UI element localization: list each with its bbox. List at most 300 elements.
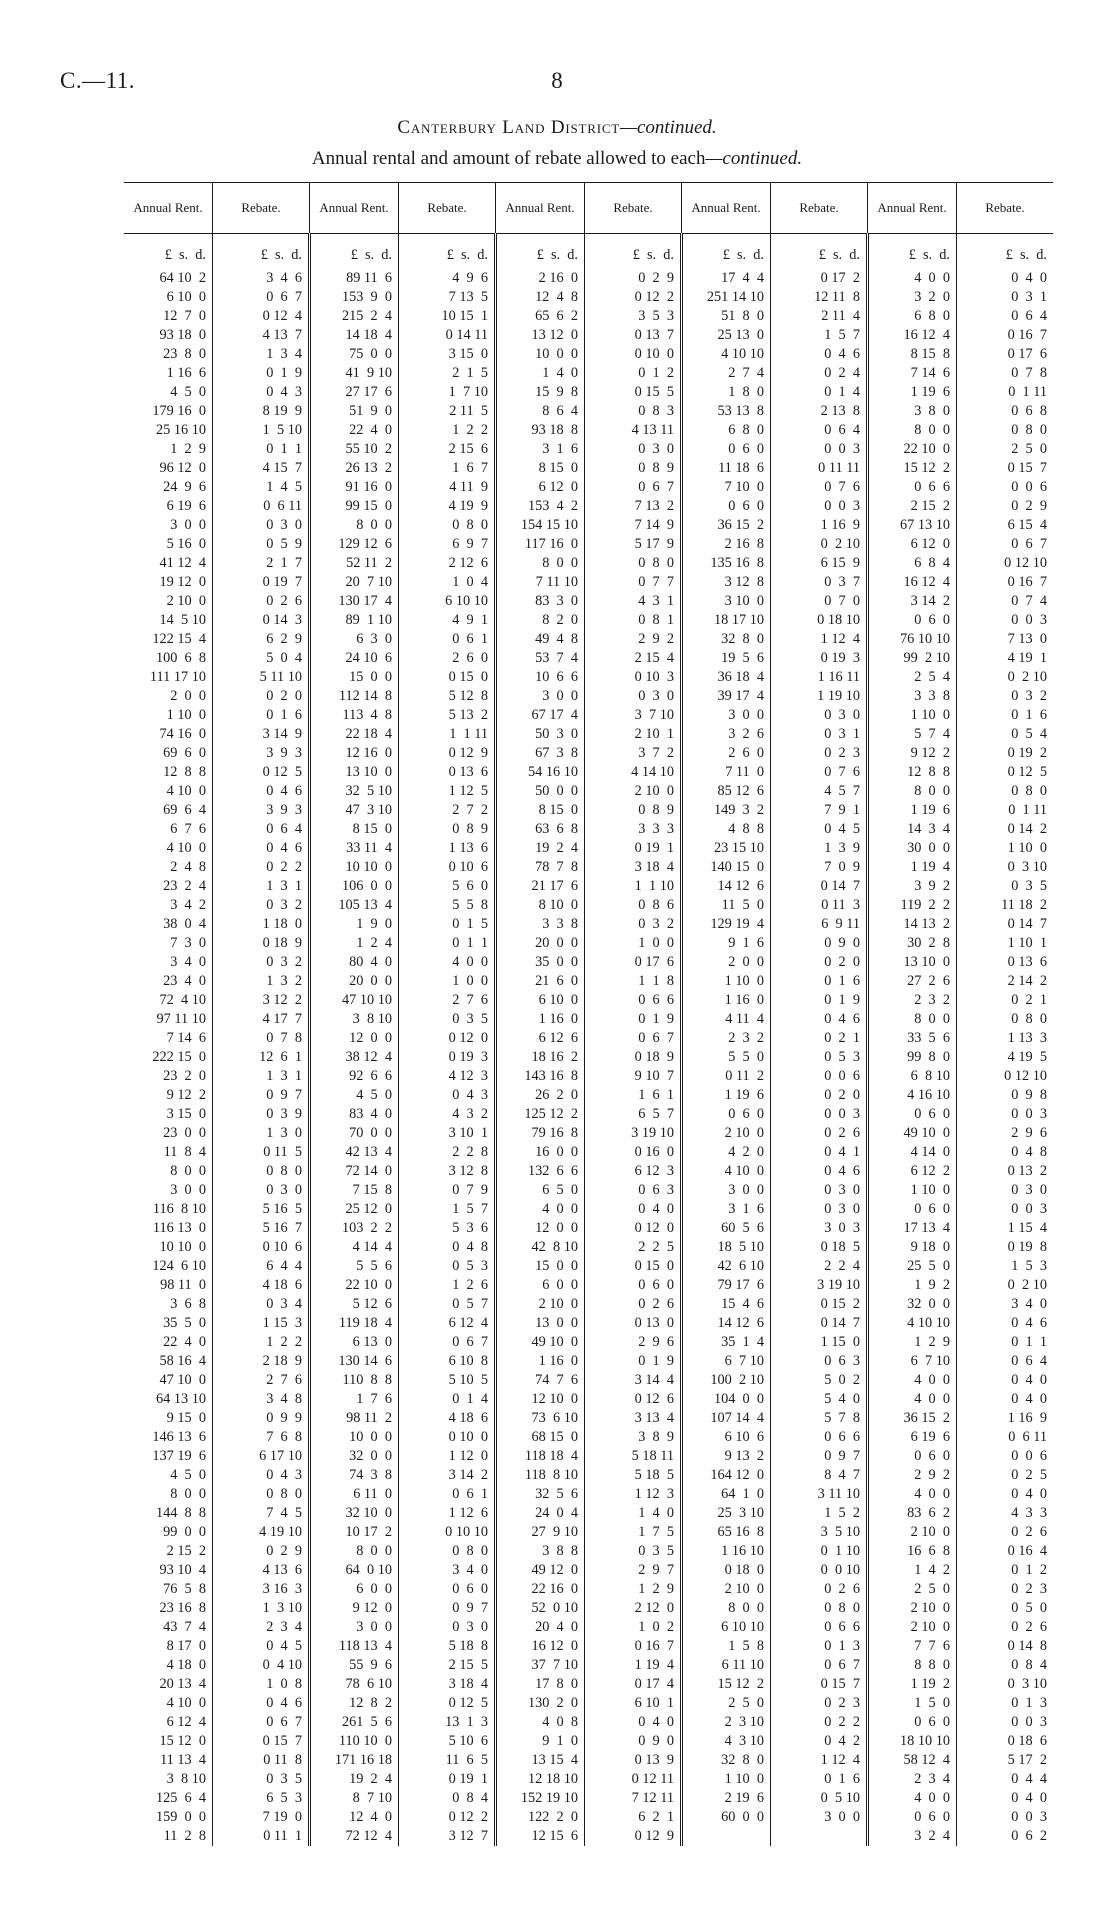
rebate-value: 7 13 0 bbox=[1007, 631, 1047, 647]
rebate-value: 3 0 0 bbox=[824, 1809, 860, 1825]
rebate-value: 0 8 4 bbox=[452, 1790, 488, 1806]
rent-value: 47 10 10 bbox=[341, 992, 392, 1008]
rebate-value: 0 16 0 bbox=[634, 1144, 674, 1160]
rent-value: 2 15 2 bbox=[166, 1543, 206, 1559]
rent-value: 6 12 0 bbox=[910, 536, 950, 552]
rent-value: 7 10 0 bbox=[724, 479, 764, 495]
rent-value: 215 2 4 bbox=[341, 308, 392, 324]
rent-value: 68 15 0 bbox=[531, 1429, 578, 1445]
rebate-value: 0 12 2 bbox=[634, 289, 674, 305]
rebate-value: 0 0 3 bbox=[824, 441, 860, 457]
rebate-value: 0 10 6 bbox=[448, 859, 488, 875]
rebate-value: 0 3 5 bbox=[452, 1011, 488, 1027]
rebate-value: 0 4 8 bbox=[1011, 1144, 1047, 1160]
rent-value: 0 6 0 bbox=[914, 1714, 950, 1730]
rebate-value: 7 13 5 bbox=[448, 289, 488, 305]
rebate-value: 0 4 2 bbox=[824, 1733, 860, 1749]
rebate-value: 0 7 6 bbox=[824, 764, 860, 780]
rebate-value: 0 2 10 bbox=[1007, 1277, 1047, 1293]
rebate-value: 0 17 4 bbox=[634, 1676, 674, 1692]
rent-value: 1 16 0 bbox=[724, 992, 764, 1008]
rent-value: 89 11 6 bbox=[346, 270, 392, 286]
rent-value: 135 16 8 bbox=[710, 555, 764, 571]
rebate-value: 0 0 3 bbox=[1011, 1106, 1047, 1122]
rebate-value: 0 4 3 bbox=[452, 1087, 488, 1103]
rebate-value: 4 5 7 bbox=[824, 783, 860, 799]
rent-value: 12 4 8 bbox=[535, 289, 578, 305]
rent-value: 24 0 4 bbox=[535, 1505, 578, 1521]
rent-value: 17 8 0 bbox=[535, 1676, 578, 1692]
rebate-value: 0 11 3 bbox=[821, 897, 860, 913]
rent-value: 130 2 0 bbox=[527, 1695, 578, 1711]
rent-value: 143 16 8 bbox=[524, 1068, 578, 1084]
rent-value: 1 8 0 bbox=[728, 384, 764, 400]
rent-value: 8 2 0 bbox=[542, 612, 578, 628]
rebate-value: 0 8 0 bbox=[824, 1600, 860, 1616]
rebate-value: 1 15 4 bbox=[1007, 1220, 1047, 1236]
rebate-value: 4 15 7 bbox=[262, 460, 302, 476]
rent-value: 16 12 4 bbox=[903, 327, 950, 343]
rebate-value: 0 2 3 bbox=[1011, 1581, 1047, 1597]
rent-value: 2 5 0 bbox=[914, 1581, 950, 1597]
rent-value: 5 16 0 bbox=[166, 536, 206, 552]
rent-value: 79 16 8 bbox=[531, 1125, 578, 1141]
rebate-value: 0 4 3 bbox=[266, 384, 302, 400]
rent-value: 93 18 8 bbox=[531, 422, 578, 438]
rebate-value: 1 3 1 bbox=[266, 1068, 302, 1084]
rebate-value: 0 4 5 bbox=[266, 1638, 302, 1654]
rebate-value: 0 4 0 bbox=[1011, 270, 1047, 286]
rent-value: 20 4 0 bbox=[535, 1619, 578, 1635]
rent-value: 52 0 10 bbox=[531, 1600, 578, 1616]
rent-value: 8 15 8 bbox=[910, 346, 950, 362]
rent-value: 10 0 0 bbox=[349, 1429, 392, 1445]
rent-value: 122 2 0 bbox=[527, 1809, 578, 1825]
rent-value: 9 13 2 bbox=[724, 1448, 764, 1464]
rent-value: 8 0 0 bbox=[170, 1486, 206, 1502]
rebate-value: 0 6 7 bbox=[266, 289, 302, 305]
rebate-value: 0 9 0 bbox=[824, 935, 860, 951]
rent-value: 1 2 9 bbox=[170, 441, 206, 457]
rent-value: 53 7 4 bbox=[535, 650, 578, 666]
rebate-value: 4 13 6 bbox=[262, 1562, 302, 1578]
rent-value: 10 17 2 bbox=[345, 1524, 392, 1540]
rent-value: 6 10 0 bbox=[538, 992, 578, 1008]
rebate-value: 0 1 9 bbox=[638, 1011, 674, 1027]
rent-value: 4 0 0 bbox=[542, 1201, 578, 1217]
rent-value: 4 5 0 bbox=[356, 1087, 392, 1103]
rebate-value: 5 0 4 bbox=[266, 650, 302, 666]
rent-value: 36 15 2 bbox=[717, 517, 764, 533]
rebate-value: 0 2 2 bbox=[266, 859, 302, 875]
rent-value: 4 11 4 bbox=[725, 1011, 764, 1027]
rent-value: 14 18 4 bbox=[345, 327, 392, 343]
rent-value: 97 11 10 bbox=[156, 1011, 206, 1027]
rent-value: 22 18 4 bbox=[345, 726, 392, 742]
rebate-value: 2 9 6 bbox=[638, 1334, 674, 1350]
rebate-value: 0 13 7 bbox=[634, 327, 674, 343]
rebate-value: 0 12 9 bbox=[448, 745, 488, 761]
rent-value: 64 1 0 bbox=[721, 1486, 764, 1502]
rebate-value: 0 11 1 bbox=[263, 1828, 302, 1844]
currency-unit-label: £ s. d. bbox=[1005, 247, 1047, 263]
rebate-value: 0 19 2 bbox=[1007, 745, 1047, 761]
rebate-value: 1 7 10 bbox=[448, 384, 488, 400]
rent-value: 3 1 6 bbox=[542, 441, 578, 457]
rent-value: 4 5 0 bbox=[170, 384, 206, 400]
rent-value: 3 12 8 bbox=[724, 574, 764, 590]
rebate-value: 1 12 5 bbox=[448, 783, 488, 799]
currency-unit-label: £ s. d. bbox=[350, 247, 392, 263]
rent-value: 35 5 0 bbox=[163, 1315, 206, 1331]
rebate-value: 0 4 6 bbox=[266, 1695, 302, 1711]
rebate-value: 0 7 0 bbox=[824, 593, 860, 609]
rebate-value: 6 9 11 bbox=[821, 916, 860, 932]
rent-value: 0 6 0 bbox=[914, 1809, 950, 1825]
rebate-value: 0 14 11 bbox=[445, 327, 488, 343]
rent-value: 4 0 0 bbox=[914, 1790, 950, 1806]
rebate-value: 0 11 11 bbox=[818, 460, 860, 476]
rent-value: 4 0 0 bbox=[914, 1372, 950, 1388]
rent-value: 58 12 4 bbox=[903, 1752, 950, 1768]
rent-value: 36 15 2 bbox=[903, 1410, 950, 1426]
rent-value: 2 5 4 bbox=[914, 669, 950, 685]
rent-value: 1 19 6 bbox=[910, 802, 950, 818]
rebate-value: 1 1 11 bbox=[449, 726, 488, 742]
rent-value: 19 2 4 bbox=[349, 1771, 392, 1787]
rent-value: 76 5 8 bbox=[163, 1581, 206, 1597]
rebate-value: 3 14 2 bbox=[448, 1467, 488, 1483]
rent-value: 43 7 4 bbox=[163, 1619, 206, 1635]
rebate-value: 0 12 4 bbox=[262, 308, 302, 324]
rebate-value: 0 8 3 bbox=[638, 403, 674, 419]
rent-value: 3 14 2 bbox=[910, 593, 950, 609]
rebate-value: 0 3 5 bbox=[1011, 878, 1047, 894]
rebate-value: 0 3 1 bbox=[1011, 289, 1047, 305]
rebate-value: 0 4 8 bbox=[452, 1239, 488, 1255]
rebate-value: 3 7 2 bbox=[638, 745, 674, 761]
rebate-value: 2 2 5 bbox=[638, 1239, 674, 1255]
rent-value: 32 8 0 bbox=[721, 631, 764, 647]
rebate-value: 0 3 0 bbox=[1011, 1182, 1047, 1198]
rent-value: 1 4 2 bbox=[914, 1562, 950, 1578]
rent-value: 17 4 4 bbox=[721, 270, 764, 286]
rebate-value: 4 14 10 bbox=[631, 764, 674, 780]
rent-value: 15 9 8 bbox=[535, 384, 578, 400]
currency-unit-label: £ s. d. bbox=[818, 247, 860, 263]
rent-value: 2 15 2 bbox=[910, 498, 950, 514]
rent-value: 1 2 4 bbox=[356, 935, 392, 951]
rebate-value: 5 12 8 bbox=[448, 688, 488, 704]
rebate-value: 0 0 3 bbox=[824, 498, 860, 514]
rebate-value: 0 12 11 bbox=[631, 1771, 674, 1787]
rebate-value: 0 6 11 bbox=[263, 498, 302, 514]
rebate-value: 0 6 3 bbox=[824, 1353, 860, 1369]
rent-value: 1 10 0 bbox=[724, 973, 764, 989]
rent-value: 6 0 0 bbox=[542, 1277, 578, 1293]
rent-value: 93 10 4 bbox=[159, 1562, 206, 1578]
rent-value: 27 9 10 bbox=[531, 1524, 578, 1540]
rebate-value: 0 6 11 bbox=[1008, 1429, 1047, 1445]
rent-value: 32 8 0 bbox=[721, 1752, 764, 1768]
rebate-value: 0 8 0 bbox=[1011, 783, 1047, 799]
rent-value: 16 0 0 bbox=[535, 1144, 578, 1160]
rent-value: 32 0 0 bbox=[349, 1448, 392, 1464]
rent-value: 6 5 0 bbox=[542, 1182, 578, 1198]
rebate-value: 0 12 2 bbox=[448, 1809, 488, 1825]
rent-value: 69 6 4 bbox=[163, 802, 206, 818]
rebate-value: 3 11 10 bbox=[817, 1486, 860, 1502]
rebate-value: 0 16 7 bbox=[634, 1638, 674, 1654]
rent-value: 23 2 4 bbox=[163, 878, 206, 894]
rebate-value: 1 1 10 bbox=[634, 878, 674, 894]
rebate-value: 4 13 11 bbox=[631, 422, 674, 438]
rent-value: 42 13 4 bbox=[345, 1144, 392, 1160]
rebate-value: 1 0 8 bbox=[266, 1676, 302, 1692]
rebate-value: 12 11 8 bbox=[814, 289, 860, 305]
rent-value: 20 0 0 bbox=[535, 935, 578, 951]
rent-value: 1 16 10 bbox=[721, 1543, 764, 1559]
rent-value: 6 13 0 bbox=[352, 1334, 392, 1350]
rent-value: 7 7 6 bbox=[914, 1638, 950, 1654]
rebate-value: 0 3 2 bbox=[1011, 688, 1047, 704]
rebate-value: 1 13 6 bbox=[448, 840, 488, 856]
rebate-value: 4 18 6 bbox=[448, 1410, 488, 1426]
rent-value: 26 2 0 bbox=[535, 1087, 578, 1103]
rent-value: 25 12 0 bbox=[345, 1201, 392, 1217]
rebate-value: 0 6 4 bbox=[1011, 308, 1047, 324]
rebate-value: 3 4 0 bbox=[1011, 1296, 1047, 1312]
rebate-column bbox=[399, 234, 496, 1847]
rebate-value: 1 13 3 bbox=[1007, 1030, 1047, 1046]
rebate-value: 1 2 2 bbox=[452, 422, 488, 438]
rent-value: 100 2 10 bbox=[710, 1372, 764, 1388]
rent-value: 99 15 0 bbox=[345, 498, 392, 514]
rebate-value: 0 7 8 bbox=[1011, 365, 1047, 381]
rebate-value: 0 2 1 bbox=[1011, 992, 1047, 1008]
rent-value: 15 0 0 bbox=[349, 669, 392, 685]
rebate-value: 0 3 0 bbox=[266, 517, 302, 533]
rebate-value: 0 8 0 bbox=[1011, 422, 1047, 438]
rent-value: 65 6 2 bbox=[535, 308, 578, 324]
rent-value: 2 16 8 bbox=[724, 536, 764, 552]
rebate-value: 3 8 9 bbox=[638, 1429, 674, 1445]
rebate-value: 5 7 8 bbox=[824, 1410, 860, 1426]
rebate-value: 0 9 0 bbox=[638, 1733, 674, 1749]
rebate-value: 3 4 0 bbox=[452, 1562, 488, 1578]
rent-value: 13 12 0 bbox=[531, 327, 578, 343]
rent-value: 119 18 4 bbox=[338, 1315, 392, 1331]
rebate-value: 1 12 3 bbox=[634, 1486, 674, 1502]
rebate-value: 1 10 1 bbox=[1007, 935, 1047, 951]
rebate-value: 0 15 0 bbox=[634, 1258, 674, 1274]
rent-value: 8 0 0 bbox=[170, 1163, 206, 1179]
rebate-value: 0 6 6 bbox=[638, 992, 674, 1008]
rent-value: 2 0 0 bbox=[728, 954, 764, 970]
rebate-value: 0 12 10 bbox=[1004, 1068, 1047, 1084]
rebate-value: 0 8 0 bbox=[1011, 1011, 1047, 1027]
rent-value: 35 0 0 bbox=[535, 954, 578, 970]
rebate-value: 0 1 4 bbox=[452, 1391, 488, 1407]
rent-value: 4 8 8 bbox=[728, 821, 764, 837]
rent-value: 2 16 0 bbox=[538, 270, 578, 286]
rebate-value: 0 6 7 bbox=[1011, 536, 1047, 552]
rebate-value: 0 3 7 bbox=[824, 574, 860, 590]
rebate-value: 0 14 7 bbox=[820, 878, 860, 894]
rent-value: 78 6 10 bbox=[345, 1676, 392, 1692]
rebate-value: 0 1 1 bbox=[1011, 1334, 1047, 1350]
rebate-value: 0 7 4 bbox=[1011, 593, 1047, 609]
rebate-value: 0 3 0 bbox=[824, 1182, 860, 1198]
rent-value: 118 8 10 bbox=[524, 1467, 578, 1483]
header-annual-rent: Annual Rent. bbox=[496, 183, 585, 234]
rebate-value: 4 19 10 bbox=[259, 1524, 302, 1540]
rent-value: 132 6 6 bbox=[527, 1163, 578, 1179]
rebate-value: 1 5 7 bbox=[452, 1201, 488, 1217]
rent-value: 12 8 8 bbox=[907, 764, 950, 780]
rebate-value: 0 3 4 bbox=[266, 1296, 302, 1312]
rent-value: 64 10 2 bbox=[159, 270, 206, 286]
rebate-value: 2 7 6 bbox=[452, 992, 488, 1008]
header-rebate: Rebate. bbox=[213, 183, 310, 234]
rebate-value: 12 6 1 bbox=[259, 1049, 302, 1065]
rebate-value: 2 10 1 bbox=[634, 726, 674, 742]
rebate-value: 0 10 0 bbox=[448, 1429, 488, 1445]
rebate-value: 0 6 1 bbox=[452, 631, 488, 647]
rebate-value: 0 12 5 bbox=[448, 1695, 488, 1711]
rebate-value: 1 6 7 bbox=[452, 460, 488, 476]
rent-value: 25 13 0 bbox=[717, 327, 764, 343]
rent-value: 80 4 0 bbox=[349, 954, 392, 970]
rent-value: 2 3 2 bbox=[728, 1030, 764, 1046]
rent-value: 8 0 0 bbox=[356, 1543, 392, 1559]
rebate-value: 7 0 9 bbox=[824, 859, 860, 875]
rent-value: 4 14 0 bbox=[910, 1144, 950, 1160]
rent-value: 19 2 4 bbox=[535, 840, 578, 856]
rebate-value: 0 8 1 bbox=[638, 612, 674, 628]
rebate-value: 6 12 3 bbox=[634, 1163, 674, 1179]
rebate-value: 2 12 0 bbox=[634, 1600, 674, 1616]
header-annual-rent: Annual Rent. bbox=[310, 183, 399, 234]
rent-value: 30 0 0 bbox=[907, 840, 950, 856]
rebate-value: 0 15 2 bbox=[820, 1296, 860, 1312]
rent-value: 0 6 0 bbox=[914, 612, 950, 628]
rebate-value: 3 10 1 bbox=[448, 1125, 488, 1141]
rebate-value: 0 2 6 bbox=[266, 593, 302, 609]
rebate-value: 0 7 8 bbox=[266, 1030, 302, 1046]
rebate-value: 0 0 3 bbox=[824, 1106, 860, 1122]
rebate-value: 0 14 3 bbox=[262, 612, 302, 628]
rebate-value: 0 19 7 bbox=[262, 574, 302, 590]
rebate-value: 0 12 0 bbox=[634, 1220, 674, 1236]
rent-value: 21 17 6 bbox=[531, 878, 578, 894]
rebate-value: 0 12 5 bbox=[262, 764, 302, 780]
rebate-value: 0 16 7 bbox=[1007, 574, 1047, 590]
rent-value: 7 15 8 bbox=[352, 1182, 392, 1198]
rebate-value: 0 13 0 bbox=[634, 1315, 674, 1331]
rent-value: 3 0 0 bbox=[542, 688, 578, 704]
rent-value: 23 0 0 bbox=[163, 1125, 206, 1141]
rent-value: 99 0 0 bbox=[163, 1524, 206, 1540]
rebate-value: 10 15 1 bbox=[441, 308, 488, 324]
rent-value: 4 10 0 bbox=[166, 840, 206, 856]
rebate-value: 2 9 7 bbox=[638, 1562, 674, 1578]
rent-value: 125 12 2 bbox=[524, 1106, 578, 1122]
rebate-value: 0 6 4 bbox=[266, 821, 302, 837]
rebate-value: 0 0 6 bbox=[1011, 479, 1047, 495]
rebate-value: 5 13 2 bbox=[448, 707, 488, 723]
rebate-value: 2 5 0 bbox=[1011, 441, 1047, 457]
rent-value: 99 2 10 bbox=[903, 650, 950, 666]
rent-value: 32 10 0 bbox=[345, 1505, 392, 1521]
rebate-value: 0 17 2 bbox=[820, 270, 860, 286]
rebate-value: 3 5 10 bbox=[820, 1524, 860, 1540]
rebate-value: 0 2 6 bbox=[1011, 1619, 1047, 1635]
rent-value: 22 4 0 bbox=[349, 422, 392, 438]
rebate-value: 0 2 6 bbox=[824, 1581, 860, 1597]
rebate-value: 0 4 0 bbox=[1011, 1391, 1047, 1407]
rebate-value: 0 0 10 bbox=[820, 1562, 860, 1578]
rebate-value: 6 15 4 bbox=[1007, 517, 1047, 533]
rent-value: 74 16 0 bbox=[159, 726, 206, 742]
rent-value: 15 12 2 bbox=[903, 460, 950, 476]
rebate-value: 5 5 8 bbox=[452, 897, 488, 913]
rebate-value: 0 1 2 bbox=[1011, 1562, 1047, 1578]
rebate-value: 1 3 1 bbox=[266, 878, 302, 894]
rebate-value: 1 3 0 bbox=[266, 1125, 302, 1141]
rent-value: 0 6 0 bbox=[728, 1106, 764, 1122]
rebate-value: 0 0 3 bbox=[1011, 612, 1047, 628]
rebate-value: 2 9 6 bbox=[1011, 1125, 1047, 1141]
rent-value: 1 5 8 bbox=[728, 1638, 764, 1654]
rent-value: 83 6 2 bbox=[907, 1505, 950, 1521]
rebate-value: 0 1 6 bbox=[1011, 707, 1047, 723]
rebate-value: 0 6 0 bbox=[452, 1581, 488, 1597]
rent-value: 85 12 6 bbox=[717, 783, 764, 799]
rent-value: 6 12 4 bbox=[166, 1714, 206, 1730]
rent-value: 2 3 10 bbox=[724, 1714, 764, 1730]
rent-value: 11 5 0 bbox=[721, 897, 764, 913]
rebate-value: 0 3 0 bbox=[638, 688, 674, 704]
rent-value: 3 10 0 bbox=[724, 593, 764, 609]
rent-value: 8 6 4 bbox=[542, 403, 578, 419]
rebate-value: 2 18 9 bbox=[262, 1353, 302, 1369]
rent-value: 137 19 6 bbox=[152, 1448, 206, 1464]
rebate-value: 0 4 6 bbox=[824, 1163, 860, 1179]
rebate-value: 0 9 7 bbox=[452, 1600, 488, 1616]
rebate-value: 3 5 3 bbox=[638, 308, 674, 324]
rent-value: 98 11 0 bbox=[160, 1277, 206, 1293]
rebate-value: 0 4 3 bbox=[266, 1467, 302, 1483]
rebate-value: 7 12 11 bbox=[631, 1790, 674, 1806]
header-annual-rent: Annual Rent. bbox=[124, 183, 213, 234]
rebate-value: 5 18 11 bbox=[631, 1448, 674, 1464]
rent-value: 4 16 10 bbox=[907, 1087, 950, 1103]
rebate-value: 0 6 6 bbox=[824, 1619, 860, 1635]
rent-value: 1 10 0 bbox=[910, 707, 950, 723]
rent-value: 72 12 4 bbox=[345, 1828, 392, 1844]
rent-value: 8 15 0 bbox=[538, 802, 578, 818]
rent-value: 9 18 0 bbox=[910, 1239, 950, 1255]
rebate-value bbox=[775, 1827, 860, 1846]
rent-value: 22 10 0 bbox=[345, 1277, 392, 1293]
rent-value: 4 10 10 bbox=[907, 1315, 950, 1331]
table-subtitle-continued: —continued. bbox=[705, 148, 803, 169]
rebate-value: 4 11 9 bbox=[449, 479, 488, 495]
rent-value: 113 4 8 bbox=[342, 707, 392, 723]
rebate-value: 7 4 5 bbox=[266, 1505, 302, 1521]
rebate-value: 1 19 4 bbox=[634, 1657, 674, 1673]
